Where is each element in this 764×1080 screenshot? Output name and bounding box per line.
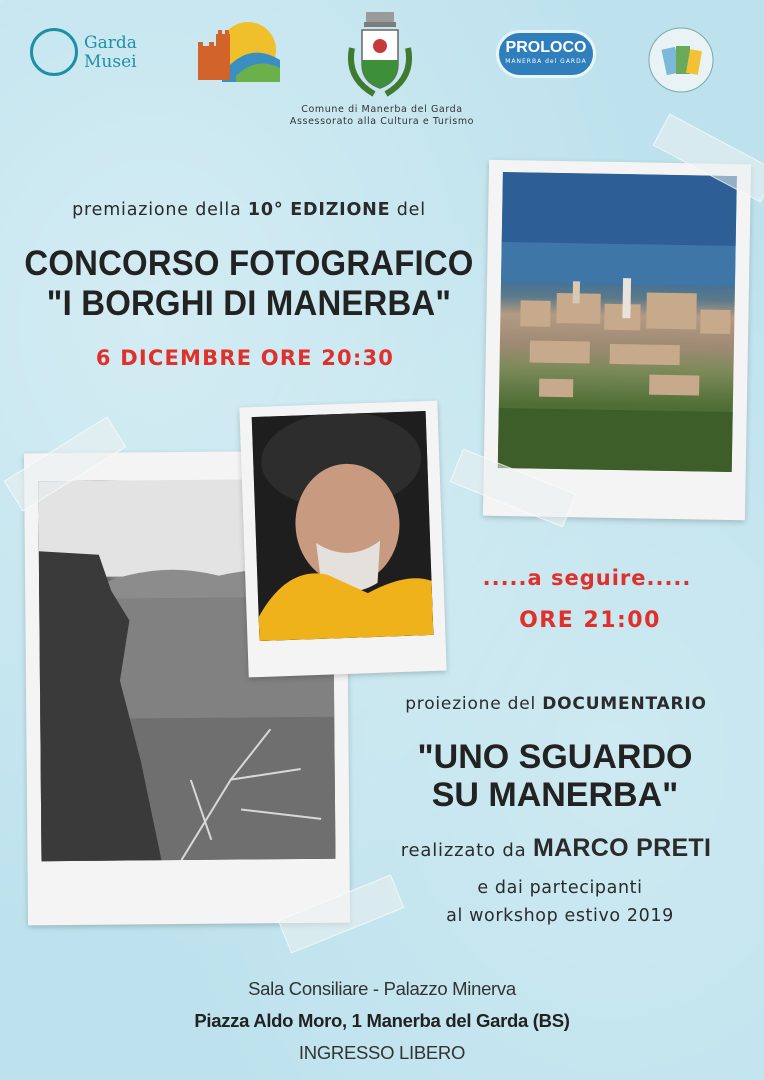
event-datetime: 6 DICEMBRE ORE 20:30 — [95, 346, 395, 370]
edition-label: 10° EDIZIONE — [247, 200, 391, 220]
comune-department: Assessorato alla Cultura e Turismo — [289, 116, 475, 127]
comune-name: Comune di Manerba del Garda — [301, 104, 463, 115]
contest-title-line1: CONCORSO FOTOGRAFICO — [24, 244, 474, 283]
venue-name: Sala Consiliare - Palazzo Minerva — [248, 978, 516, 999]
second-time: ORE 21:00 — [519, 608, 661, 633]
village-photo-frame — [483, 160, 751, 521]
portrait-photo-frame — [239, 401, 446, 678]
documentary-label: DOCUMENTARIO — [542, 694, 707, 714]
garda-musei-line2: Musei — [84, 52, 137, 72]
participants-text — [380, 874, 740, 930]
sistema-bibliotecario-logo — [646, 26, 716, 94]
premiazione-intro: premiazione della 10° EDIZIONE del — [72, 200, 426, 220]
comune-header — [260, 104, 504, 128]
participants-line1: e dai partecipanti — [477, 878, 643, 898]
venue-address: Piazza Aldo Moro, 1 Manerba del Garda (BS) — [194, 1010, 570, 1031]
documentary-title-line1: "UNO SGUARDO — [417, 738, 693, 776]
castle-lake-logo — [196, 20, 282, 82]
director-name: MARCO PRETI — [532, 834, 712, 862]
projection-intro: proiezione del DOCUMENTARIO — [405, 694, 707, 714]
library-system-icon — [646, 26, 716, 94]
entry-info: INGRESSO LIBERO — [298, 1042, 466, 1063]
castle-lake-icon — [196, 20, 282, 82]
contest-title — [24, 244, 473, 324]
village-photo — [498, 172, 737, 472]
garda-musei-ring-icon — [30, 28, 78, 76]
contest-title-line2: "I BORGHI DI MANERBA" — [46, 284, 452, 323]
comune-crest-logo — [344, 8, 416, 100]
follow-text: .....a seguire..... — [482, 566, 692, 590]
garda-musei-line1: Garda — [84, 33, 137, 53]
garda-musei-logo — [30, 24, 150, 80]
crest-icon — [344, 8, 416, 100]
participants-line2: al workshop estivo 2019 — [446, 906, 674, 926]
director-line: realizzato da MARCO PRETI — [400, 834, 712, 862]
documentary-title-line2: SU MANERBA" — [431, 776, 679, 814]
proloco-subtext: MANERBA del GARDA — [505, 58, 587, 65]
documentary-title — [380, 738, 730, 814]
proloco-logo — [496, 30, 596, 78]
proloco-text: PROLOCO — [505, 39, 587, 56]
portrait-photo — [252, 411, 434, 641]
